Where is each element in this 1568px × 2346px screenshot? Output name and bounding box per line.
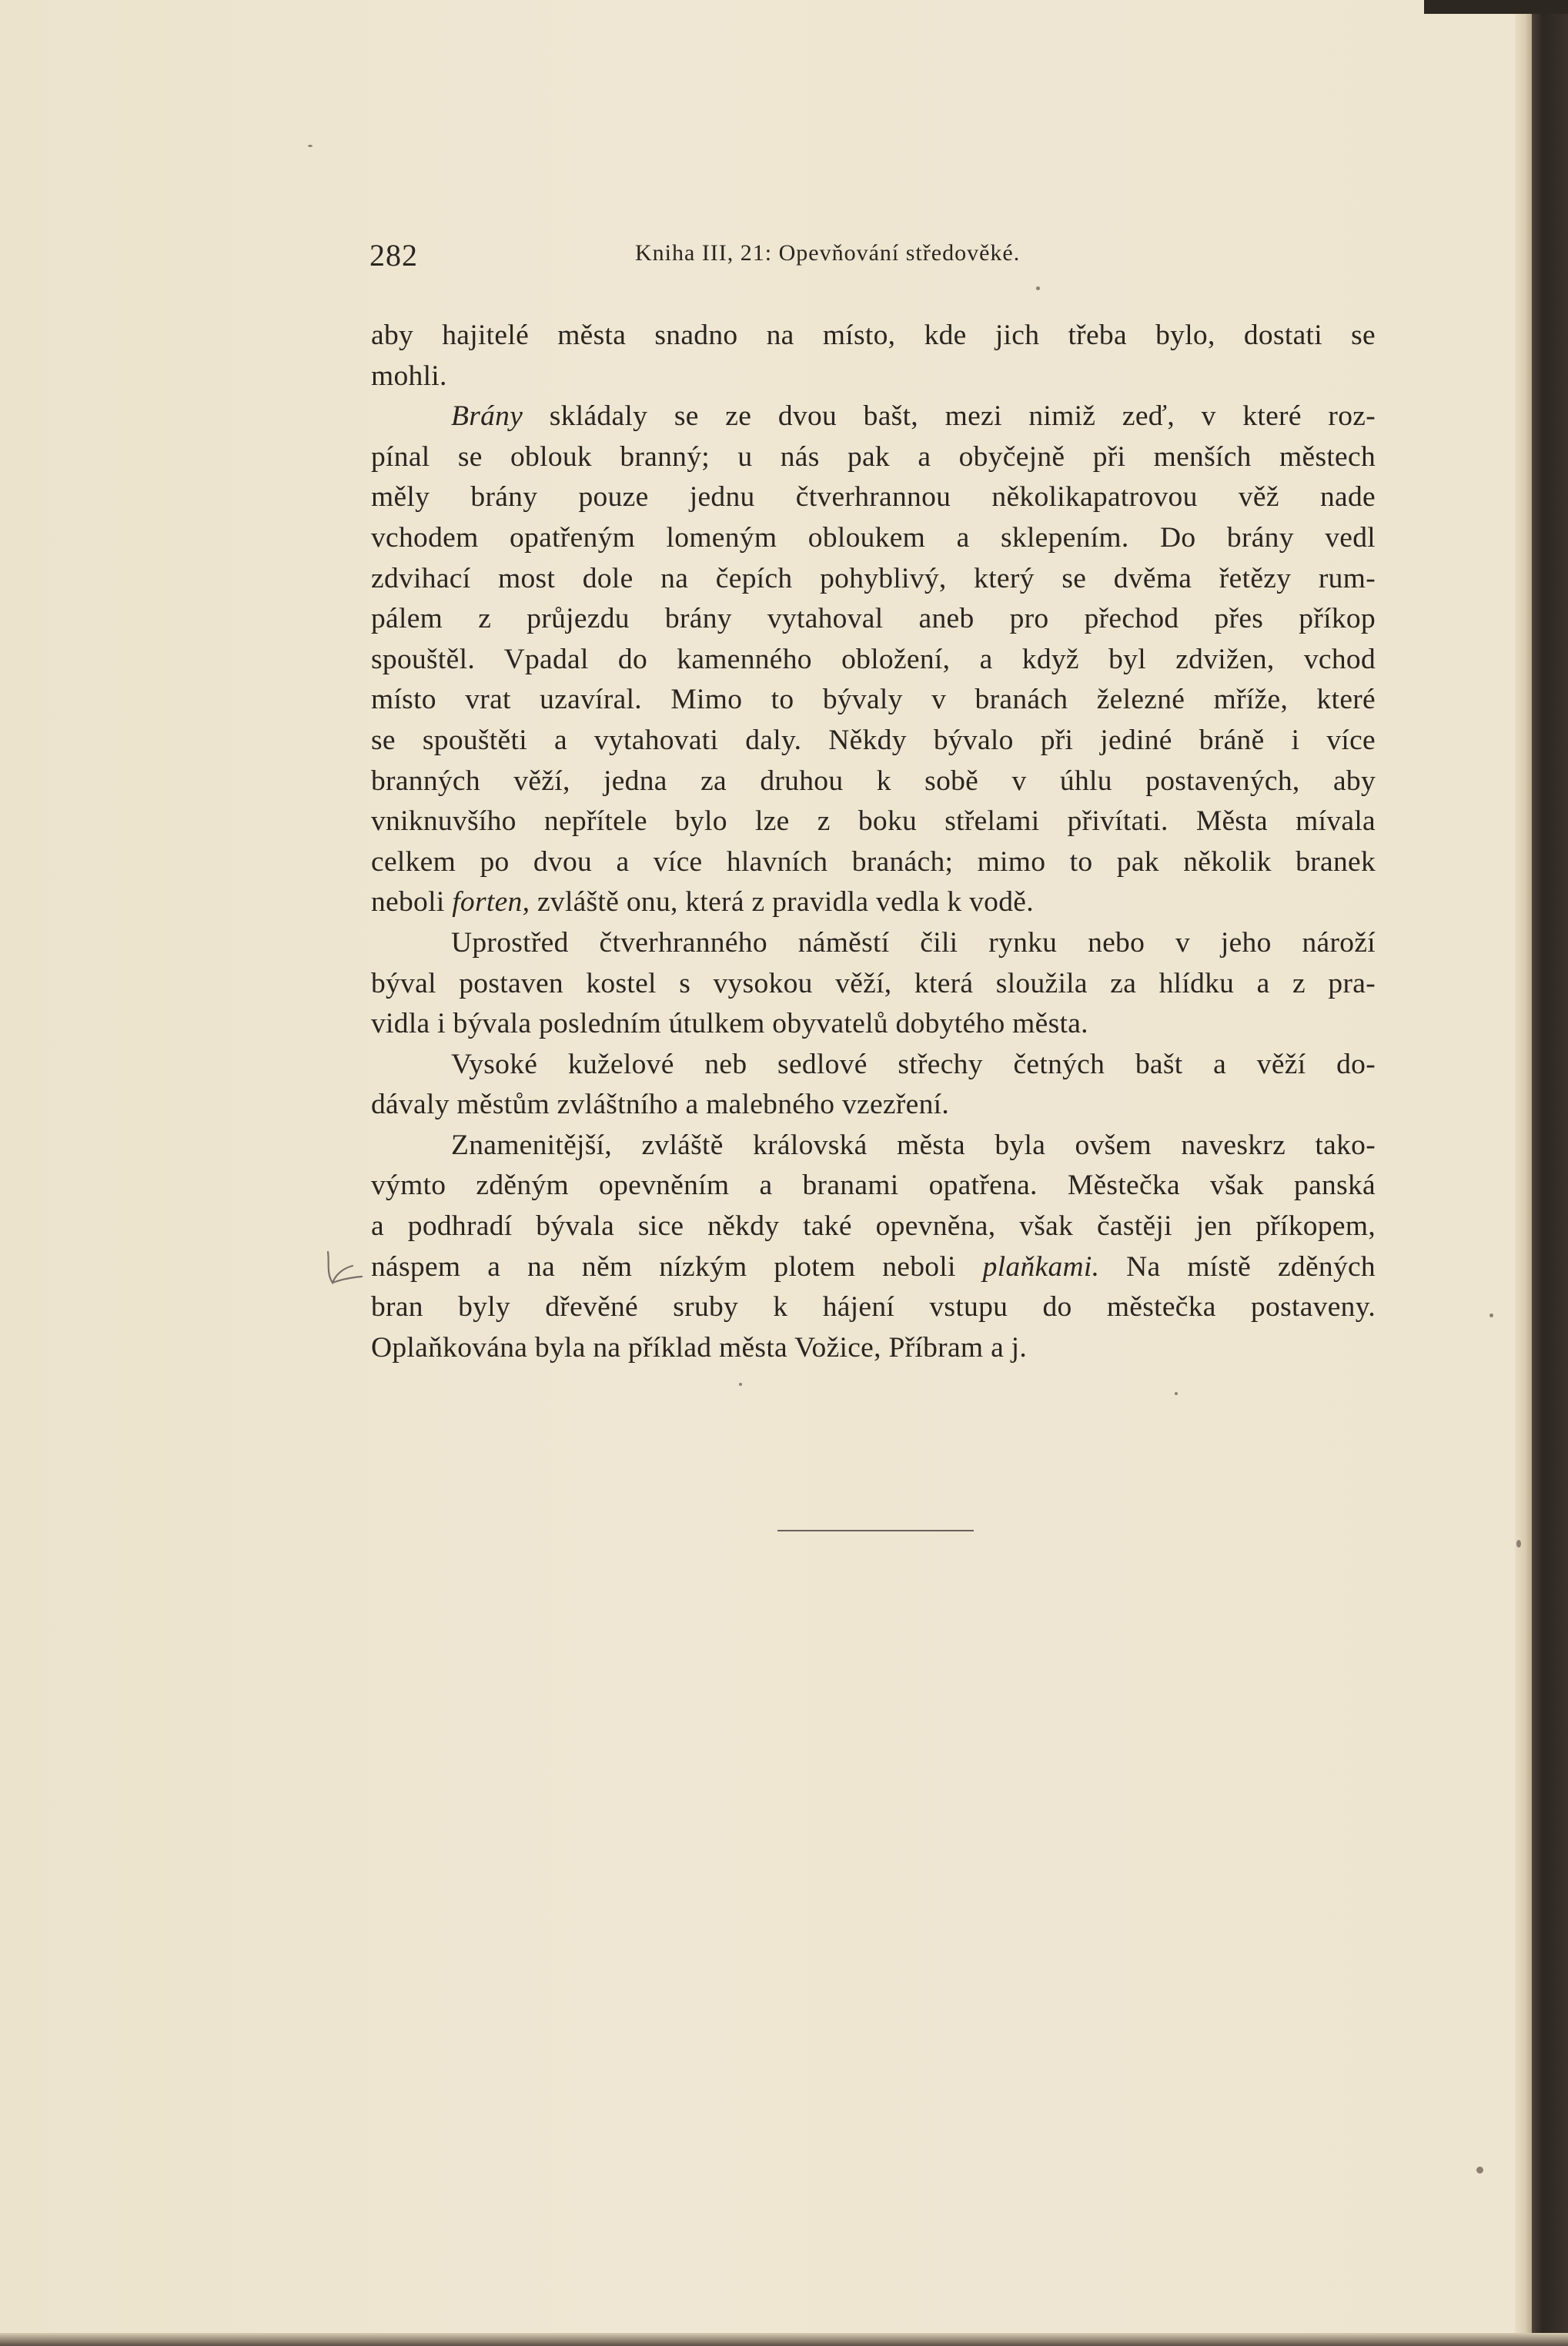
paper-speck xyxy=(1489,1314,1493,1317)
paper-speck xyxy=(1036,286,1040,290)
text-line xyxy=(371,882,1376,923)
paper-speck xyxy=(1175,1392,1178,1395)
paper-speck xyxy=(308,145,313,147)
text-line: vidla i bývala posledním útulkem obyvatelů dobytého města. xyxy=(371,1008,1088,1040)
text-line: Oplaňkována byla na příklad města Vožice, Příbram a j. xyxy=(371,1331,1028,1364)
paper-speck xyxy=(1476,2167,1483,2174)
pencil-annotation-mark xyxy=(322,1247,368,1293)
text-line: celkem po dvou a více hlavních branách; mimo to pak několik branek xyxy=(371,845,1376,878)
text-fragment: náspem a na něm nízkým plotem neboli xyxy=(371,1250,983,1283)
text-line xyxy=(371,1247,1376,1288)
text-line: měly brány pouze jednu čtverhrannou několikapatrovou věž nade xyxy=(371,481,1376,514)
text-line-paragraph-start: Znamenitější, zvláště královská města byla ovšem naveskrz tako- xyxy=(451,1129,1376,1161)
text-line: zdvihací most dole na čepích pohyblivý, který se dvěma řetězy rum- xyxy=(371,562,1376,594)
book-binding-top xyxy=(1424,0,1568,14)
page-header xyxy=(369,231,1370,277)
text-line: mohli. xyxy=(371,360,447,392)
emphasis-plankami: plaňkami. xyxy=(982,1250,1100,1283)
text-fragment: zvláště onu, která z pravidla vedla k vodě. xyxy=(530,886,1034,919)
text-line: vchodem opatřeným lomeným obloukem a sklepením. Do brány vedl xyxy=(371,521,1376,554)
text-line-paragraph-start xyxy=(371,397,1376,437)
text-line: místo vrat uzavíral. Mimo to bývaly v branách železné mříže, které xyxy=(371,684,1376,716)
text-line: branných věží, jedna za druhou k sobě v úhlu postavených, aby xyxy=(371,765,1376,797)
book-binding-edge xyxy=(1532,0,1568,2346)
text-line: a podhradí bývala sice někdy také opevněna, však častěji jen příkopem, xyxy=(371,1210,1376,1243)
emphasis-forten: forten, xyxy=(452,886,530,919)
text-line-paragraph-start: Uprostřed čtverhranného náměstí čili rynku nebo v jeho nároží xyxy=(451,926,1376,959)
running-head: Kniha III, 21: Opevňování středověké. xyxy=(635,240,1021,266)
text-line: aby hajitelé města snadno na místo, kde jich třeba bylo, dostati se xyxy=(371,320,1376,351)
text-line: pálem z průjezdu brány vytahoval aneb pro přechod přes příkop xyxy=(371,603,1376,635)
emphasis-brany: Brány xyxy=(451,400,523,433)
text-line-rest: skládaly se ze dvou bašt, mezi nimiž zeď, v které roz- xyxy=(523,400,1376,433)
body-text xyxy=(371,316,1376,1368)
page-bottom-shadow xyxy=(0,2333,1568,2346)
text-line: se spouštěti a vytahovati daly. Někdy bývalo při jediné bráně i více xyxy=(371,724,1376,756)
text-line: býval postaven kostel s vysokou věží, která sloužila za hlídku a z pra- xyxy=(371,967,1376,999)
text-line: pínal se oblouk branný; u nás pak a obyčejně při menších městech xyxy=(371,440,1376,473)
text-fragment: Na místě zděných xyxy=(1099,1250,1376,1283)
text-line: spouštěl. Vpadal do kamenného obložení, a když byl zdvižen, vchod xyxy=(371,643,1376,675)
page-edge-shadow xyxy=(1515,0,1532,2346)
section-separator-rule xyxy=(777,1530,974,1531)
text-line: výmto zděným opevněním a branami opatřena. Městečka však panská xyxy=(371,1170,1376,1202)
page-number: 282 xyxy=(369,238,418,273)
text-line: bran byly dřevěné sruby k hájení vstupu do městečka postaveny. xyxy=(371,1291,1376,1324)
text-fragment: neboli xyxy=(371,886,453,919)
paper-speck xyxy=(1516,1540,1521,1548)
text-line: vniknuvšího nepřítele bylo lze z boku střelami přivítati. Města mívala xyxy=(371,805,1376,838)
text-line: dávaly městům zvláštního a malebného vzezření. xyxy=(371,1089,950,1121)
paper-speck xyxy=(739,1383,742,1386)
text-line-paragraph-start: Vysoké kuželové neb sedlové střechy četných bašt a věží do- xyxy=(451,1048,1376,1080)
